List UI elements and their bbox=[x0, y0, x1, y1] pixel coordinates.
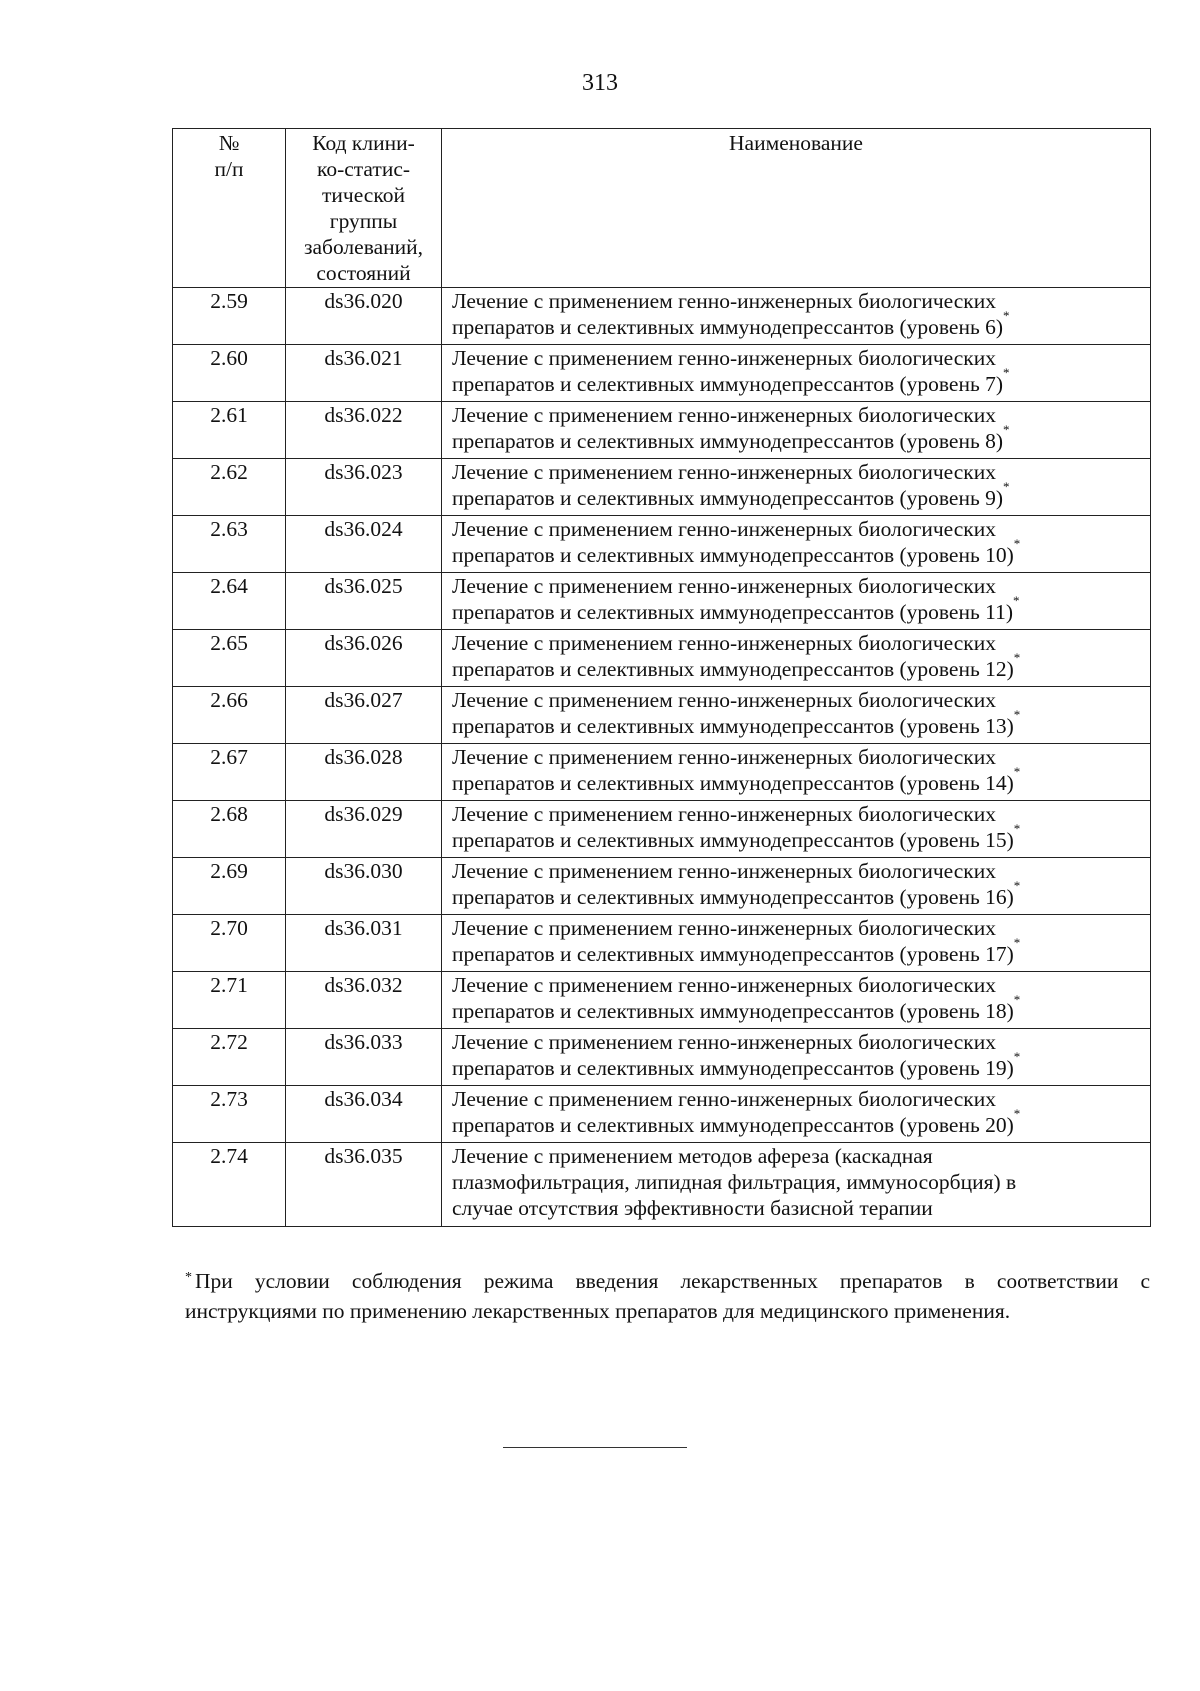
row-num: 2.64 bbox=[173, 573, 286, 630]
row-code: ds36.032 bbox=[286, 972, 442, 1029]
table-row bbox=[173, 1143, 1151, 1227]
row-name-line: Лечение с применением генно-инженерных биологических bbox=[452, 289, 996, 313]
row-name-text: препаратов и селективных иммунодепрессантов (уровень 16) bbox=[452, 885, 1014, 909]
table-row bbox=[173, 1029, 1151, 1086]
table-row bbox=[173, 402, 1151, 459]
row-code: ds36.021 bbox=[286, 345, 442, 402]
row-name-text: препаратов и селективных иммунодепрессантов (уровень 9) bbox=[452, 486, 1004, 510]
row-num: 2.74 bbox=[173, 1143, 286, 1227]
footnote-marker: * bbox=[1013, 764, 1021, 779]
row-name bbox=[442, 630, 1151, 687]
row-num: 2.61 bbox=[173, 402, 286, 459]
row-name-line: Лечение с применением генно-инженерных биологических bbox=[452, 460, 996, 484]
row-num: 2.71 bbox=[173, 972, 286, 1029]
row-name-line: Лечение с применением генно-инженерных биологических bbox=[452, 517, 996, 541]
row-name bbox=[442, 687, 1151, 744]
table-row bbox=[173, 459, 1151, 516]
row-name-line: Лечение с применением генно-инженерных биологических bbox=[452, 745, 996, 769]
row-name-line: Лечение с применением генно-инженерных биологических bbox=[452, 346, 996, 370]
row-name bbox=[442, 516, 1151, 573]
header-code-line: заболеваний, bbox=[303, 235, 424, 259]
row-code: ds36.034 bbox=[286, 1086, 442, 1143]
row-name-line bbox=[452, 707, 1146, 739]
footnote-marker: * bbox=[1013, 992, 1021, 1007]
table-row bbox=[173, 516, 1151, 573]
footnote-line: инструкциями по применению лекарственных препаратов для медицинского применения. bbox=[185, 1299, 1011, 1323]
table-row bbox=[173, 573, 1151, 630]
row-name-line: Лечение с применением генно-инженерных биологических bbox=[452, 688, 996, 712]
row-name-line bbox=[452, 536, 1146, 568]
footnote-marker: * bbox=[1013, 821, 1021, 836]
row-name-text: препаратов и селективных иммунодепрессантов (уровень 18) bbox=[452, 999, 1014, 1023]
table-row bbox=[173, 288, 1151, 345]
row-name-line: Лечение с применением генно-инженерных биологических bbox=[452, 916, 996, 940]
row-name-line: Лечение с применением генно-инженерных биологических bbox=[452, 802, 996, 826]
row-num: 2.60 bbox=[173, 345, 286, 402]
row-code: ds36.033 bbox=[286, 1029, 442, 1086]
footnote-marker: * bbox=[1013, 650, 1021, 665]
row-code: ds36.020 bbox=[286, 288, 442, 345]
row-name-line: Лечение с применением генно-инженерных биологических bbox=[452, 1087, 996, 1111]
row-name bbox=[442, 744, 1151, 801]
row-name-line: Лечение с применением генно-инженерных биологических bbox=[452, 973, 996, 997]
row-name bbox=[442, 402, 1151, 459]
header-code-line: ко-статис- bbox=[316, 157, 411, 181]
row-num: 2.73 bbox=[173, 1086, 286, 1143]
table-row bbox=[173, 858, 1151, 915]
row-num: 2.69 bbox=[173, 858, 286, 915]
row-name-text: препаратов и селективных иммунодепрессантов (уровень 19) bbox=[452, 1056, 1014, 1080]
footnote-marker: * bbox=[1013, 935, 1021, 950]
row-name-line: плазмофильтрация, липидная фильтрация, иммуносорбция) в bbox=[452, 1170, 1017, 1194]
row-num: 2.67 bbox=[173, 744, 286, 801]
row-code: ds36.024 bbox=[286, 516, 442, 573]
row-name bbox=[442, 573, 1151, 630]
page-number: 313 bbox=[582, 70, 618, 96]
table-row bbox=[173, 801, 1151, 858]
row-name-text: препаратов и селективных иммунодепрессантов (уровень 11) bbox=[452, 600, 1013, 624]
table-row bbox=[173, 972, 1151, 1029]
header-name: Наименование bbox=[442, 129, 1151, 288]
header-num-line: п/п bbox=[214, 157, 244, 181]
row-name-line bbox=[452, 764, 1146, 796]
row-name-line: Лечение с применением генно-инженерных биологических bbox=[452, 574, 996, 598]
row-code: ds36.026 bbox=[286, 630, 442, 687]
row-name-line bbox=[452, 821, 1146, 853]
footnote-marker: * bbox=[1003, 422, 1010, 437]
header-code bbox=[286, 129, 442, 288]
row-name-line bbox=[452, 593, 1146, 625]
row-name bbox=[442, 1086, 1151, 1143]
footnote-marker: * bbox=[1013, 536, 1021, 551]
row-code: ds36.023 bbox=[286, 459, 442, 516]
row-name-line: Лечение с применением генно-инженерных биологических bbox=[452, 859, 996, 883]
footnote-marker: * bbox=[1003, 479, 1010, 494]
row-name-text: препаратов и селективных иммунодепрессантов (уровень 8) bbox=[452, 429, 1004, 453]
row-name bbox=[442, 1143, 1151, 1227]
row-num: 2.72 bbox=[173, 1029, 286, 1086]
footnote-mark: * bbox=[185, 1270, 192, 1285]
ksg-table bbox=[172, 128, 1151, 1227]
table-row bbox=[173, 915, 1151, 972]
header-num-line: № bbox=[218, 131, 240, 155]
row-name bbox=[442, 459, 1151, 516]
table-row bbox=[173, 345, 1151, 402]
header-code-line: группы bbox=[329, 209, 398, 233]
row-name bbox=[442, 915, 1151, 972]
row-name-text: препаратов и селективных иммунодепрессантов (уровень 12) bbox=[452, 657, 1014, 681]
row-name-line: Лечение с применением методов афереза (каскадная bbox=[452, 1144, 933, 1168]
row-name-text: препаратов и селективных иммунодепрессантов (уровень 13) bbox=[452, 714, 1014, 738]
footnote-marker: * bbox=[1013, 1106, 1021, 1121]
row-name-text: препаратов и селективных иммунодепрессантов (уровень 10) bbox=[452, 543, 1014, 567]
footnote-marker: * bbox=[1013, 878, 1021, 893]
row-name-line: Лечение с применением генно-инженерных биологических bbox=[452, 631, 996, 655]
row-name-text: препаратов и селективных иммунодепрессантов (уровень 14) bbox=[452, 771, 1014, 795]
header-num bbox=[173, 129, 286, 288]
table-row bbox=[173, 744, 1151, 801]
header-code-line: состояний bbox=[316, 261, 411, 285]
row-name-line bbox=[452, 992, 1146, 1024]
row-name bbox=[442, 858, 1151, 915]
row-name-line bbox=[452, 935, 1146, 967]
row-name-text: препаратов и селективных иммунодепрессантов (уровень 7) bbox=[452, 372, 1004, 396]
row-name-line bbox=[452, 479, 1146, 511]
row-name-line: Лечение с применением генно-инженерных биологических bbox=[452, 403, 996, 427]
row-num: 2.68 bbox=[173, 801, 286, 858]
row-name-text: препаратов и селективных иммунодепрессантов (уровень 6) bbox=[452, 315, 1004, 339]
row-code: ds36.027 bbox=[286, 687, 442, 744]
row-num: 2.70 bbox=[173, 915, 286, 972]
row-name bbox=[442, 801, 1151, 858]
footnote-marker: * bbox=[1013, 1049, 1021, 1064]
row-name bbox=[442, 972, 1151, 1029]
header-code-line: тической bbox=[322, 183, 405, 207]
row-code: ds36.025 bbox=[286, 573, 442, 630]
row-name-line bbox=[452, 365, 1146, 397]
table-row bbox=[173, 1086, 1151, 1143]
row-name bbox=[442, 288, 1151, 345]
row-name-line bbox=[452, 422, 1146, 454]
row-code: ds36.029 bbox=[286, 801, 442, 858]
row-num: 2.59 bbox=[173, 288, 286, 345]
row-name-line bbox=[452, 1049, 1146, 1081]
row-num: 2.62 bbox=[173, 459, 286, 516]
footnote-marker: * bbox=[1003, 308, 1010, 323]
row-code: ds36.022 bbox=[286, 402, 442, 459]
row-name-text: препаратов и селективных иммунодепрессантов (уровень 20) bbox=[452, 1113, 1014, 1137]
footnote-marker: * bbox=[1013, 707, 1021, 722]
row-name-line bbox=[452, 308, 1146, 340]
row-name bbox=[442, 1029, 1151, 1086]
row-code: ds36.035 bbox=[286, 1143, 442, 1227]
row-name-line bbox=[452, 878, 1146, 910]
row-code: ds36.031 bbox=[286, 915, 442, 972]
table-header-row bbox=[173, 129, 1151, 288]
row-code: ds36.028 bbox=[286, 744, 442, 801]
row-name-line bbox=[452, 650, 1146, 682]
row-name bbox=[442, 345, 1151, 402]
footnote bbox=[185, 1268, 1150, 1325]
row-code: ds36.030 bbox=[286, 858, 442, 915]
footnote-line bbox=[185, 1268, 1150, 1298]
footnote-text: При условии соблюдения режима введения лекарственных препаратов в соответствии с bbox=[195, 1269, 1150, 1293]
row-name-text: препаратов и селективных иммунодепрессантов (уровень 15) bbox=[452, 828, 1014, 852]
header-code-line: Код клини- bbox=[312, 131, 415, 155]
row-num: 2.66 bbox=[173, 687, 286, 744]
row-name-line: случае отсутствия эффективности базисной терапии bbox=[452, 1196, 933, 1220]
table-row bbox=[173, 687, 1151, 744]
footnote-marker: * bbox=[1013, 593, 1020, 608]
closing-rule bbox=[503, 1447, 687, 1448]
row-num: 2.63 bbox=[173, 516, 286, 573]
footnote-marker: * bbox=[1003, 365, 1010, 380]
row-num: 2.65 bbox=[173, 630, 286, 687]
row-name-text: препаратов и селективных иммунодепрессантов (уровень 17) bbox=[452, 942, 1014, 966]
table-row bbox=[173, 630, 1151, 687]
row-name-line bbox=[452, 1106, 1146, 1138]
row-name-line: Лечение с применением генно-инженерных биологических bbox=[452, 1030, 996, 1054]
